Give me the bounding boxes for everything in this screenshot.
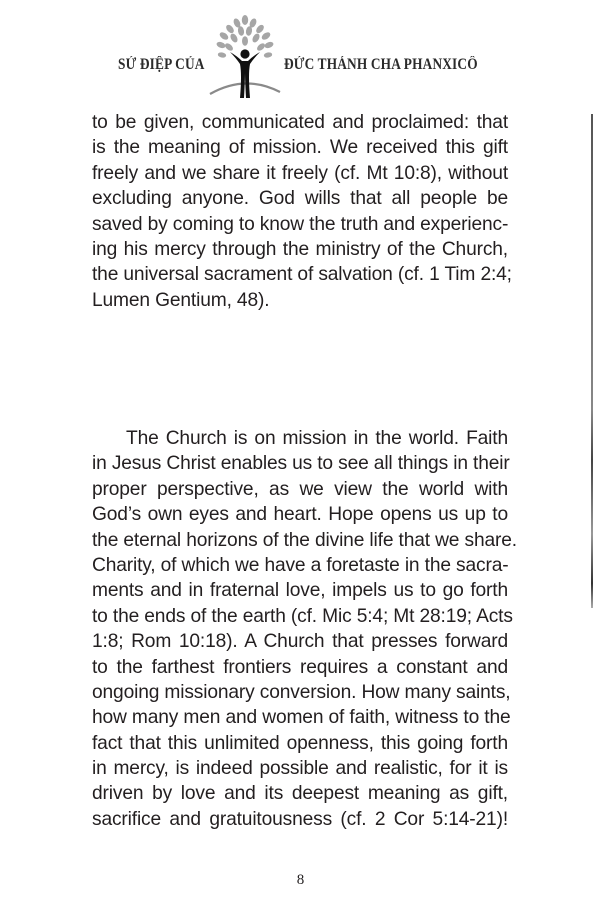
text-line: to be given, communicated and proclaimed: that	[92, 112, 508, 133]
text-line: 1:8; Rom 10:18). A Church that presses forward	[92, 631, 508, 653]
page-header	[0, 0, 601, 100]
text-line: Charity, of which we have a foretaste in the sacra-	[92, 554, 509, 576]
text-line: is the meaning of mission. We received this gift	[92, 137, 508, 159]
text-line: in Jesus Christ enables us to see all things in their	[92, 453, 510, 475]
text-line: freely and we share it freely (cf. Mt 10:8), without	[92, 162, 508, 184]
text-line: fact that this unlimited openness, this going forth	[92, 732, 508, 754]
text-line: saved by coming to know the truth and experienc-	[92, 213, 509, 235]
text-line: ongoing missionary conversion. How many saints,	[92, 681, 511, 703]
text-line: to the ends of the earth (cf. Mic 5:4; Mt 28:19; Acts	[92, 605, 513, 627]
paragraph-2	[92, 426, 517, 832]
paragraph-1	[92, 110, 512, 313]
header-title-right: ĐỨC THÁNH CHA PHANXICÔ	[284, 56, 478, 73]
text-line: proper perspective, as we view the world with	[92, 478, 508, 500]
text-line: the eternal horizons of the divine life that we share.	[92, 529, 517, 551]
text-line: how many men and women of faith, witness to the	[92, 707, 511, 729]
text-line: God’s own eyes and heart. Hope opens us up to	[92, 504, 508, 526]
page-number: 8	[296, 872, 305, 888]
text-line: ing his mercy through the ministry of the Church,	[92, 238, 508, 260]
text-line: ments and in fraternal love, impels us to go forth	[92, 580, 508, 602]
text-line: to the farthest frontiers requires a constant and	[92, 656, 508, 678]
header-title-left: SỨ ĐIỆP CỦA	[118, 56, 205, 73]
page-edge-line	[591, 114, 593, 608]
text-line: in mercy, is indeed possible and realistic, for it is	[92, 758, 508, 780]
text-line: Lumen Gentium, 48).	[92, 289, 270, 311]
text-line: sacrifice and gratuitousness (cf. 2 Cor 5:14-21)!	[92, 808, 508, 830]
text-line: the universal sacrament of salvation (cf. 1 Tim 2:4;	[92, 264, 512, 286]
logo-ground-arc	[210, 83, 280, 94]
tree-person-logo-icon	[206, 14, 284, 98]
text-line: The Church is on mission in the world. Faith	[126, 428, 508, 449]
text-line: driven by love and its deepest meaning as gift,	[92, 783, 508, 805]
logo-figure	[230, 49, 260, 98]
text-line: excluding anyone. God wills that all people be	[92, 188, 508, 210]
